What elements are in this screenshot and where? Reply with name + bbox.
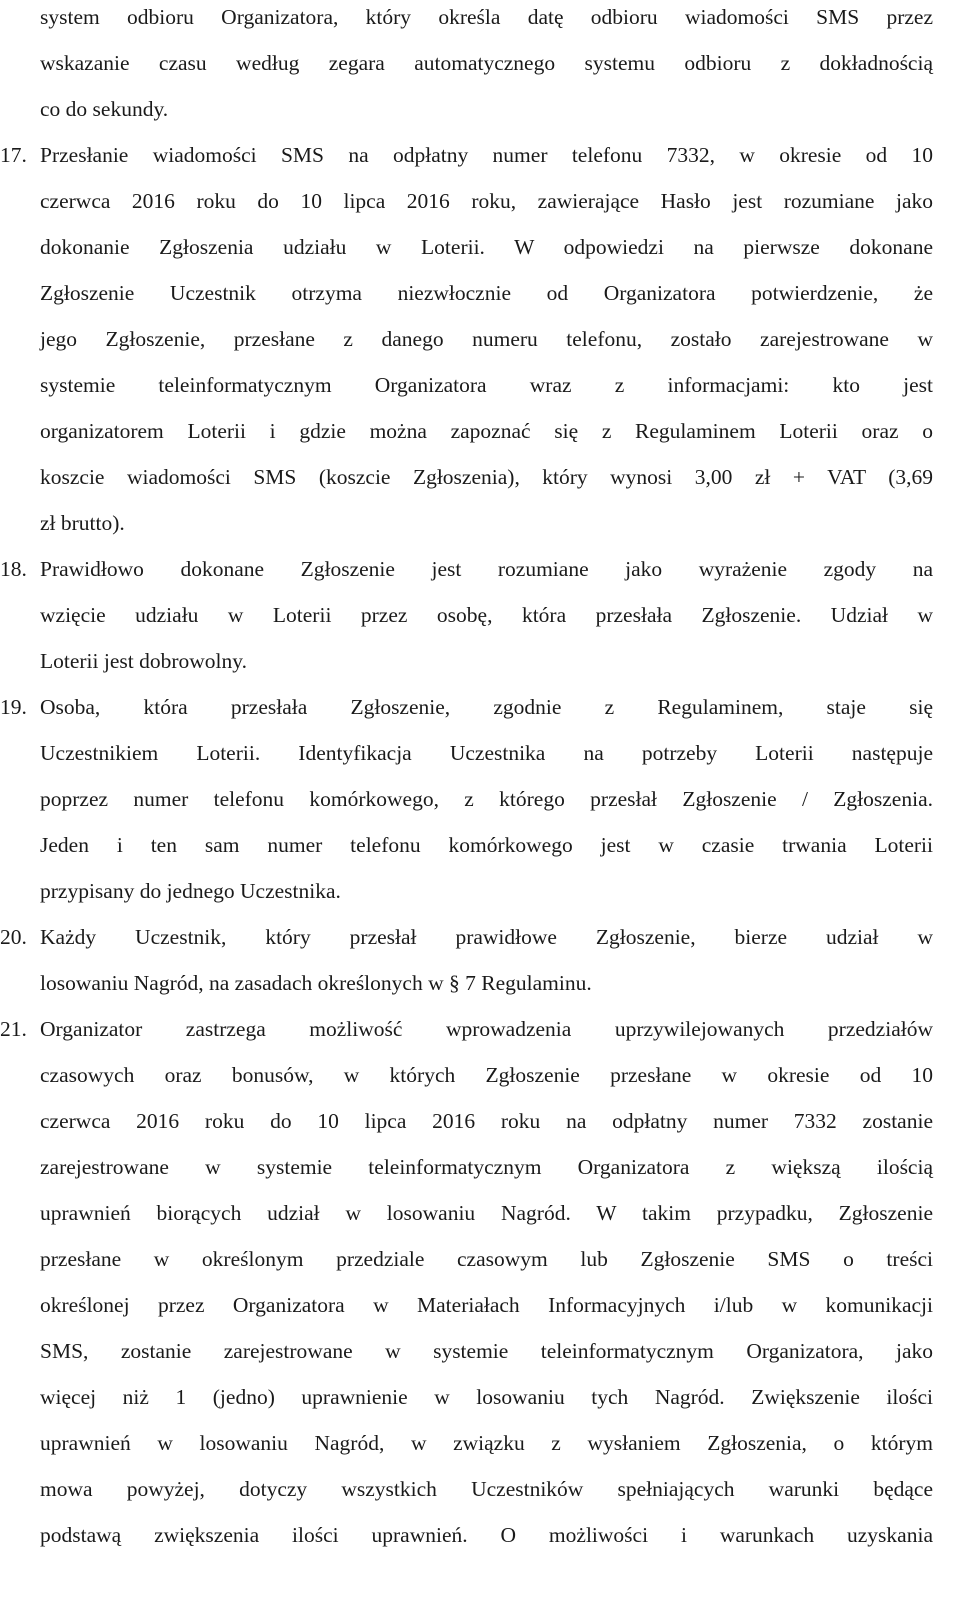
text-line: określonej przez Organizatora w Materiałach Informacyjnych i/lub w komunikacji — [40, 1293, 933, 1317]
text-line: więcej niż 1 (jedno) uprawnienie w losowaniu tych Nagród. Zwiększenie ilości — [40, 1385, 933, 1409]
text-line: Jeden i ten sam numer telefonu komórkowego jest w czasie trwania Loterii — [40, 833, 933, 857]
text-line: wzięcie udziału w Loterii przez osobę, która przesłała Zgłoszenie. Udział w — [40, 603, 933, 627]
text-line: przesłane w określonym przedziale czasowym lub Zgłoszenie SMS o treści — [40, 1247, 933, 1271]
text-line: Przesłanie wiadomości SMS na odpłatny numer telefonu 7332, w okresie od 10 — [40, 143, 933, 167]
text-line: dokonanie Zgłoszenia udziału w Loterii. W odpowiedzi na pierwsze dokonane — [40, 235, 933, 259]
list-item-number: 21. — [0, 1017, 27, 1041]
list-item-number: 20. — [0, 925, 27, 949]
text-line: Zgłoszenie Uczestnik otrzyma niezwłocznie od Organizatora potwierdzenie, że — [40, 281, 933, 305]
text-line: Prawidłowo dokonane Zgłoszenie jest rozumiane jako wyrażenie zgody na — [40, 557, 933, 581]
text-line: jego Zgłoszenie, przesłane z danego numeru telefonu, zostało zarejestrowane w — [40, 327, 933, 351]
text-line: wskazanie czasu według zegara automatycznego systemu odbioru z dokładnością — [40, 51, 933, 75]
text-line: zarejestrowane w systemie teleinformatycznym Organizatora z większą ilością — [40, 1155, 933, 1179]
text-line: Uczestnikiem Loterii. Identyfikacja Uczestnika na potrzeby Loterii następuje — [40, 741, 933, 765]
text-line: zł brutto). — [40, 511, 125, 535]
text-line: poprzez numer telefonu komórkowego, z którego przesłał Zgłoszenie / Zgłoszenia. — [40, 787, 933, 811]
text-line: systemie teleinformatycznym Organizatora wraz z informacjami: kto jest — [40, 373, 933, 397]
text-line: podstawą zwiększenia ilości uprawnień. O możliwości i warunkach uzyskania — [40, 1523, 933, 1547]
text-line: system odbioru Organizatora, który określa datę odbioru wiadomości SMS przez — [40, 5, 933, 29]
text-line: czerwca 2016 roku do 10 lipca 2016 roku na odpłatny numer 7332 zostanie — [40, 1109, 933, 1133]
text-line: organizatorem Loterii i gdzie można zapoznać się z Regulaminem Loterii oraz o — [40, 419, 933, 443]
text-line: SMS, zostanie zarejestrowane w systemie teleinformatycznym Organizatora, jako — [40, 1339, 933, 1363]
text-line: koszcie wiadomości SMS (koszcie Zgłoszenia), który wynosi 3,00 zł + VAT (3,69 — [40, 465, 933, 489]
text-line: uprawnień w losowaniu Nagród, w związku z wysłaniem Zgłoszenia, o którym — [40, 1431, 933, 1455]
list-item-number: 18. — [0, 557, 27, 581]
text-line: przypisany do jednego Uczestnika. — [40, 879, 341, 903]
text-line: losowaniu Nagród, na zasadach określonych w § 7 Regulaminu. — [40, 971, 592, 995]
text-line: Każdy Uczestnik, który przesłał prawidłowe Zgłoszenie, bierze udział w — [40, 925, 933, 949]
list-item-number: 19. — [0, 695, 27, 719]
text-line: Osoba, która przesłała Zgłoszenie, zgodnie z Regulaminem, staje się — [40, 695, 933, 719]
text-line: Organizator zastrzega możliwość wprowadzenia uprzywilejowanych przedziałów — [40, 1017, 933, 1041]
text-line: mowa powyżej, dotyczy wszystkich Uczestników spełniających warunki będące — [40, 1477, 933, 1501]
text-line: czasowych oraz bonusów, w których Zgłoszenie przesłane w okresie od 10 — [40, 1063, 933, 1087]
text-line: uprawnień biorących udział w losowaniu Nagród. W takim przypadku, Zgłoszenie — [40, 1201, 933, 1225]
list-item-number: 17. — [0, 143, 27, 167]
text-line: co do sekundy. — [40, 97, 169, 121]
text-line: Loterii jest dobrowolny. — [40, 649, 248, 673]
text-line: czerwca 2016 roku do 10 lipca 2016 roku, zawierające Hasło jest rozumiane jako — [40, 189, 933, 213]
